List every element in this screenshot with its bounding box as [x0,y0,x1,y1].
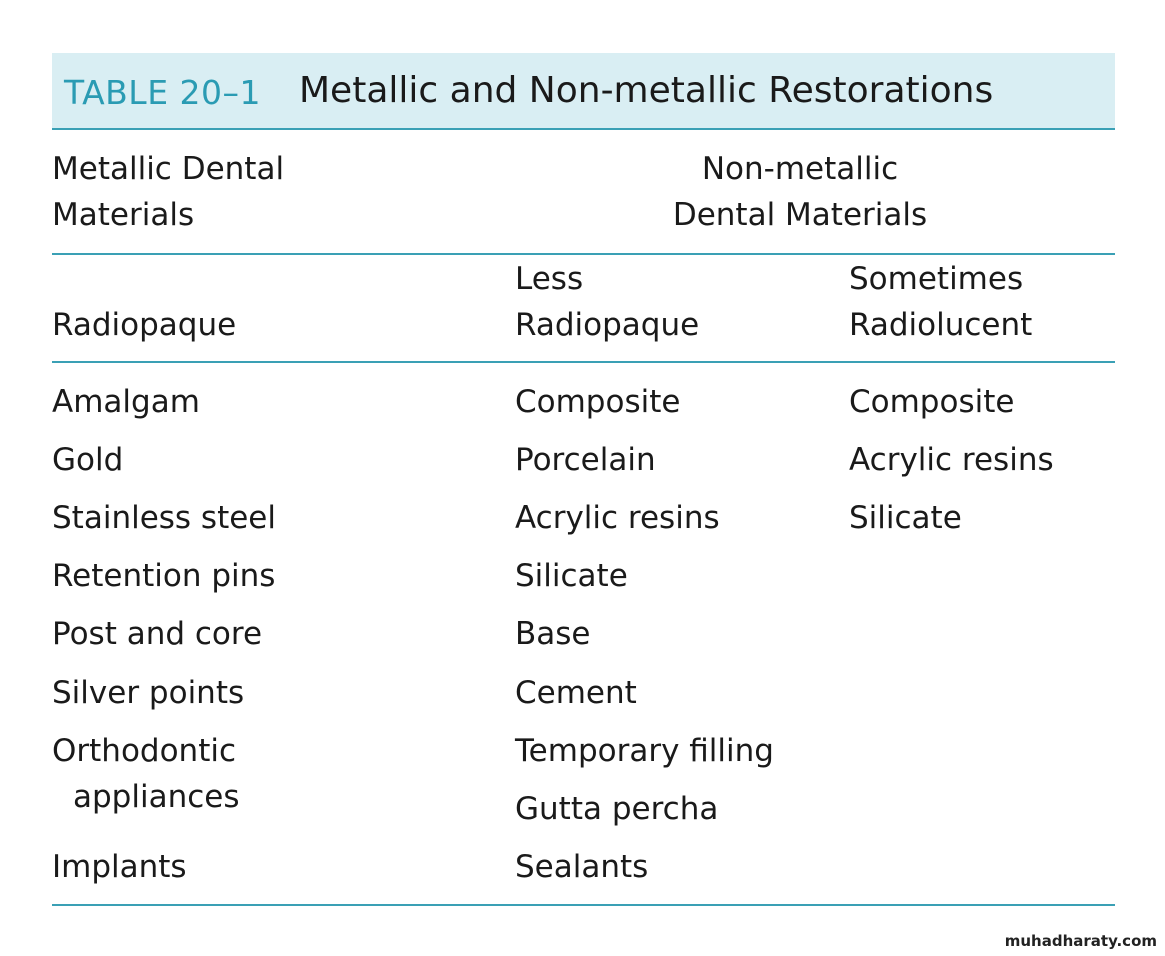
divider-bottom [52,904,1115,906]
header-nonmetallic-line2: Dental Materials [672,197,928,233]
header-nonmetallic-line1: Non-metallic [701,151,899,187]
list-item: Base [515,616,591,652]
list-item: Temporary filling [515,733,774,769]
list-item: Sealants [515,849,649,885]
list-item: Stainless steel [52,500,276,536]
table-title-bar [52,53,1115,130]
list-item: Acrylic resins [849,442,1054,478]
list-item: Composite [515,384,681,420]
list-item: appliances [73,779,240,815]
list-item: Cement [515,675,637,711]
header-metallic-line1: Metallic Dental [52,151,285,187]
list-item: Silver points [52,675,245,711]
subheader-less-line2: Radiopaque [515,307,700,343]
list-item: Implants [52,849,187,885]
header-metallic-line2: Materials [52,197,195,233]
table-title: Metallic and Non-metallic Restorations [299,70,994,111]
subheader-sometimes-line2: Radiolucent [849,307,1033,343]
list-item: Retention pins [52,558,276,594]
table-number: TABLE 20–1 [64,73,262,112]
subheader-less-line1: Less [515,261,584,297]
list-item: Orthodontic [52,733,237,769]
watermark: muhadharaty.com [1004,932,1157,950]
divider-subheader [52,361,1115,363]
subheader-sometimes-line1: Sometimes [849,261,1024,297]
list-item: Post and core [52,616,263,652]
subheader-radiopaque: Radiopaque [52,307,237,343]
list-item: Acrylic resins [515,500,720,536]
list-item: Gold [52,442,124,478]
list-item: Composite [849,384,1015,420]
list-item: Silicate [849,500,962,536]
list-item: Amalgam [52,384,200,420]
list-item: Gutta percha [515,791,719,827]
list-item: Silicate [515,558,628,594]
list-item: Porcelain [515,442,656,478]
divider-header [52,253,1115,255]
